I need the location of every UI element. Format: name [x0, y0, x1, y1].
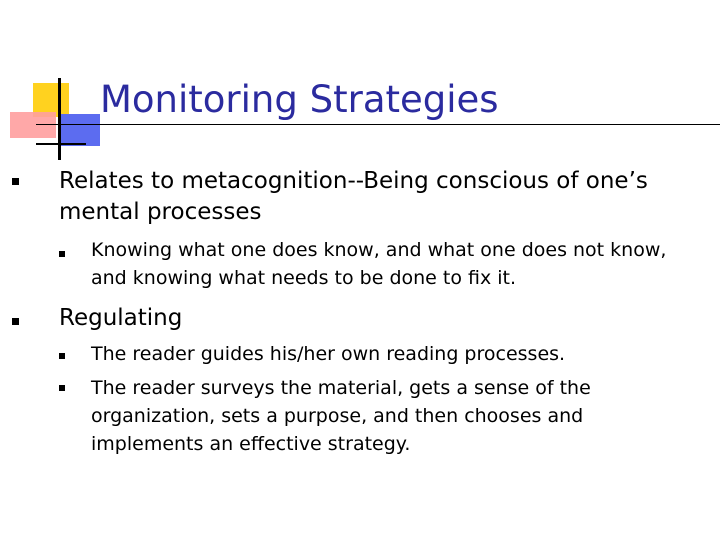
sub-bullet-text: Knowing what one does know, and what one does not know, and knowing what needs to be done to fix it. — [91, 239, 667, 289]
bullet-marker — [12, 178, 19, 185]
sub-bullet-marker — [59, 353, 65, 359]
bullet-text: Relates to metacognition--Being conscious of one’s mental processes — [59, 168, 648, 225]
sub-bullet-marker — [59, 385, 65, 391]
logo-short-line — [36, 143, 86, 145]
bullet-text: Regulating — [59, 305, 183, 331]
bullet-marker — [12, 318, 19, 325]
logo-blue-square — [60, 114, 100, 146]
logo-pink-square — [10, 112, 56, 138]
slide-title: Monitoring Strategies — [100, 78, 499, 121]
title-underline — [36, 124, 720, 125]
sub-bullet-marker — [59, 251, 65, 257]
sub-bullet-text: The reader guides his/her own reading processes. — [91, 343, 566, 365]
sub-bullet-text: The reader surveys the material, gets a sense of the organization, sets a purpose, and then chooses and implements an effective strategy. — [91, 377, 591, 455]
logo-vertical-line — [58, 78, 61, 160]
